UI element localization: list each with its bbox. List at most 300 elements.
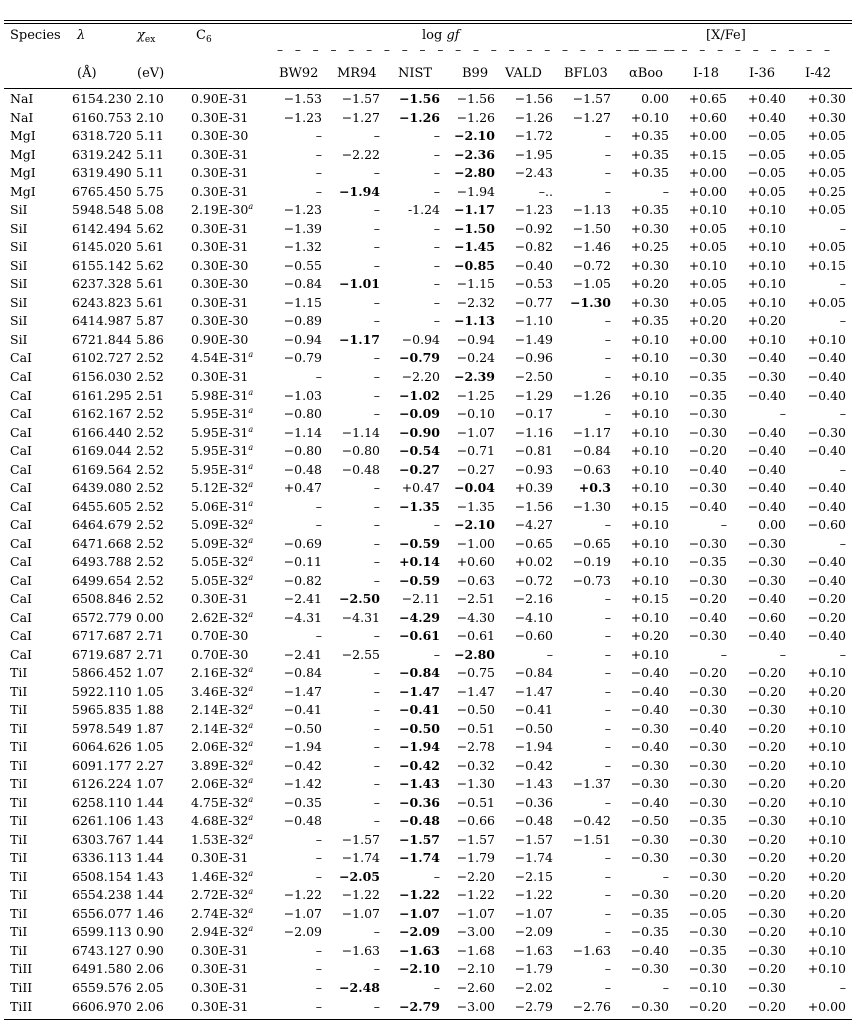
cell-species: TiI <box>10 813 28 829</box>
cell-i42: +0.25 <box>807 183 846 199</box>
cell-i18: −0.40 <box>688 461 727 477</box>
cell-i36: −0.40 <box>747 480 786 496</box>
cell-chi-ex: 1.07 <box>136 665 164 681</box>
cell-chi-ex: 2.52 <box>136 535 164 551</box>
cell-vald: −1.74 <box>514 850 553 866</box>
c6-value: 0.90E-31 <box>191 91 249 107</box>
cell-i36: +0.10 <box>747 239 786 255</box>
c6-value: 1.46E-32 <box>191 868 249 884</box>
cell-c6 <box>187 312 271 331</box>
cell-mr94: −2.55 <box>341 646 380 662</box>
cell-b99: −2.20 <box>456 868 495 884</box>
cell-species: CaI <box>10 591 32 607</box>
table-row <box>4 460 852 479</box>
cell-i42: −0.40 <box>807 498 846 514</box>
cell-bfl03: −2.76 <box>572 998 611 1014</box>
cell-chi-ex: 2.52 <box>136 498 164 514</box>
cell-i42: – <box>839 535 846 551</box>
cell-i18: −0.30 <box>688 424 727 440</box>
header-xfe: [X/Fe] <box>706 28 746 43</box>
cell-mr94: – <box>373 998 380 1014</box>
c6-value: 2.16E-32 <box>191 665 249 681</box>
table-row <box>4 90 852 109</box>
cell-bw92: −0.48 <box>283 461 322 477</box>
cell-vald: −0.65 <box>514 535 553 551</box>
c6-value: 0.30E-30 <box>191 313 249 329</box>
c6-value: 0.30E-31 <box>191 183 249 199</box>
cell-bfl03: – <box>604 683 611 699</box>
cell-vald: −0.60 <box>514 628 553 644</box>
c6-value: 0.30E-31 <box>191 220 249 236</box>
cell-chi-ex: 2.06 <box>136 998 164 1014</box>
cell-nist: −0.48 <box>399 813 440 829</box>
cell-mr94: −1.22 <box>341 887 380 903</box>
cell-vald: +0.02 <box>514 554 553 570</box>
cell-i42: +0.20 <box>807 887 846 903</box>
cell-b99: −0.24 <box>456 350 495 366</box>
cell-c6 <box>187 127 271 146</box>
cell-bw92: – <box>315 942 322 958</box>
c6-footnote-mark: a <box>248 387 254 397</box>
header-source-bfl03: BFL03 <box>564 66 608 81</box>
cell-b99: −2.80 <box>454 646 495 662</box>
cell-c6 <box>187 979 271 998</box>
cell-vald: −1.16 <box>514 424 553 440</box>
cell-i36: −0.20 <box>747 924 786 940</box>
cell-i36: −0.20 <box>747 868 786 884</box>
cell-bfl03: – <box>604 350 611 366</box>
cell-nist: −0.61 <box>399 628 440 644</box>
cell-i36: −0.60 <box>747 609 786 625</box>
cell-b99: −0.51 <box>456 794 495 810</box>
cell-chi-ex: 2.52 <box>136 554 164 570</box>
cell-i18: −0.20 <box>688 887 727 903</box>
cell-i18: +0.00 <box>688 128 727 144</box>
cell-species: CaI <box>10 517 32 533</box>
cell-bw92: – <box>315 628 322 644</box>
c6-value: 5.95E-31 <box>191 406 249 422</box>
cell-chi-ex: 5.62 <box>136 220 164 236</box>
table-row <box>4 146 852 165</box>
c6-footnote-mark: a <box>248 479 254 489</box>
header-source-nist: NIST <box>398 66 433 81</box>
table-row <box>4 275 852 294</box>
cell-aboo: +0.10 <box>630 350 669 366</box>
cell-chi-ex: 5.08 <box>136 202 164 218</box>
cell-i36: −0.40 <box>747 443 786 459</box>
table-row <box>4 331 852 350</box>
cell-wavelength: 6508.846 <box>72 591 132 607</box>
cell-nist: −2.20 <box>401 368 440 384</box>
cell-chi-ex: 2.52 <box>136 572 164 588</box>
cell-i42: −0.20 <box>807 609 846 625</box>
cell-i42: +0.10 <box>807 757 846 773</box>
cell-nist: −1.26 <box>399 109 440 125</box>
cell-wavelength: 6508.154 <box>72 868 132 884</box>
cell-bfl03: −0.65 <box>572 535 611 551</box>
cell-c6 <box>187 868 271 887</box>
cell-i42: +0.05 <box>807 294 846 310</box>
c6-value: 5.95E-31 <box>191 461 249 477</box>
cell-bfl03: −1.57 <box>572 91 611 107</box>
cell-species: CaI <box>10 480 32 496</box>
cell-species: SiI <box>10 276 28 292</box>
cell-bfl03: – <box>604 961 611 977</box>
cell-c6 <box>187 886 271 905</box>
cell-b99: −2.60 <box>456 980 495 995</box>
cell-b99: −1.79 <box>456 850 495 866</box>
cell-nist: – <box>433 646 440 662</box>
line-list-body <box>4 90 852 1016</box>
table-row <box>4 553 852 572</box>
cell-bw92: – <box>315 128 322 144</box>
cell-bw92: −2.41 <box>283 591 322 607</box>
cell-i18: +0.05 <box>688 276 727 292</box>
cell-aboo: +0.10 <box>630 109 669 125</box>
cell-nist: −1.07 <box>399 905 440 921</box>
cell-i36: −0.30 <box>747 572 786 588</box>
c6-value: 5.95E-31 <box>191 424 249 440</box>
cell-chi-ex: 1.05 <box>136 739 164 755</box>
cell-species: CaI <box>10 461 32 477</box>
cell-vald: −0.92 <box>514 220 553 236</box>
cell-species: SiI <box>10 294 28 310</box>
cell-wavelength: 6102.727 <box>72 350 132 366</box>
cell-bfl03: – <box>604 646 611 662</box>
cell-bfl03: −1.51 <box>572 831 611 847</box>
cell-b99: −0.51 <box>456 720 495 736</box>
cell-species: NaI <box>10 109 34 125</box>
cell-i36: −0.20 <box>747 961 786 977</box>
cell-bfl03: – <box>604 128 611 144</box>
cell-wavelength: 5866.452 <box>72 665 132 681</box>
cell-wavelength: 6319.490 <box>72 165 132 181</box>
cell-i42: −0.30 <box>807 424 846 440</box>
cell-chi-ex: 5.61 <box>136 294 164 310</box>
cell-b99: −2.39 <box>454 368 495 384</box>
cell-nist: −1.22 <box>399 887 440 903</box>
cell-c6 <box>187 812 271 831</box>
cell-aboo: +0.10 <box>630 368 669 384</box>
cell-aboo: +0.10 <box>630 609 669 625</box>
cell-i36: +0.10 <box>747 202 786 218</box>
cell-bfl03: – <box>604 665 611 681</box>
cell-i36: −0.05 <box>747 165 786 181</box>
cell-b99: −1.00 <box>456 535 495 551</box>
cell-nist: −0.90 <box>399 424 440 440</box>
c6-value: 5.12E-32 <box>191 480 249 496</box>
cell-nist: – <box>433 313 440 329</box>
cell-mr94: −1.57 <box>341 831 380 847</box>
cell-mr94: – <box>373 572 380 588</box>
cell-aboo: −0.50 <box>630 813 669 829</box>
c6-footnote-mark: a <box>248 924 254 934</box>
cell-bfl03: – <box>604 609 611 625</box>
cell-aboo: – <box>662 183 669 199</box>
header-chi-unit: (eV) <box>137 66 165 81</box>
cell-mr94: – <box>373 294 380 310</box>
cell-i36: −0.30 <box>747 554 786 570</box>
c6-footnote-mark: a <box>248 887 254 897</box>
cell-wavelength: 6559.576 <box>72 980 132 995</box>
cell-chi-ex: 2.10 <box>136 91 164 107</box>
cell-aboo: – <box>662 980 669 995</box>
cell-nist: – <box>433 165 440 181</box>
cell-c6 <box>187 997 271 1016</box>
cell-nist: – <box>433 980 440 995</box>
cell-bfl03: – <box>604 757 611 773</box>
c6-value: 2.14E-32 <box>191 720 249 736</box>
cell-aboo: +0.10 <box>630 535 669 551</box>
cell-wavelength: 6599.113 <box>72 924 132 940</box>
cell-bw92: – <box>315 183 322 199</box>
cell-aboo: −0.30 <box>630 831 669 847</box>
cell-chi-ex: 1.07 <box>136 776 164 792</box>
cell-bfl03: −1.30 <box>572 498 611 514</box>
cell-aboo: +0.20 <box>630 276 669 292</box>
cell-bfl03: – <box>604 702 611 718</box>
cell-vald: −0.41 <box>514 702 553 718</box>
c6-footnote-mark: a <box>248 665 254 675</box>
cell-wavelength: 5965.835 <box>72 702 132 718</box>
header-c6-sub: 6 <box>205 35 212 45</box>
cell-mr94: – <box>373 202 380 218</box>
cell-bfl03: −1.50 <box>572 220 611 236</box>
cell-aboo: −0.40 <box>630 739 669 755</box>
cell-i42: −0.40 <box>807 387 846 403</box>
cell-bw92: −0.80 <box>283 406 322 422</box>
table-row <box>4 479 852 498</box>
cell-bfl03: −1.30 <box>570 294 611 310</box>
header-abund-aboo: αBoo <box>629 66 663 81</box>
cell-i36: −0.40 <box>747 628 786 644</box>
cell-bfl03: – <box>604 591 611 607</box>
cell-bfl03: – <box>604 628 611 644</box>
cell-b99: −1.13 <box>454 313 495 329</box>
cell-wavelength: 6499.654 <box>72 572 132 588</box>
header-source-b99: B99 <box>462 66 489 81</box>
cell-aboo: −0.30 <box>630 720 669 736</box>
c6-footnote-mark: a <box>248 498 254 508</box>
cell-nist: −0.42 <box>399 757 440 773</box>
c6-value: 0.70E-30 <box>191 646 249 662</box>
cell-vald: −0.17 <box>514 406 553 422</box>
cell-bw92: – <box>315 868 322 884</box>
cell-i36: −0.20 <box>747 794 786 810</box>
cell-bfl03: – <box>604 850 611 866</box>
cell-species: TiI <box>10 757 28 773</box>
cell-chi-ex: 2.52 <box>136 461 164 477</box>
cell-mr94: −2.05 <box>339 868 380 884</box>
cell-vald: −1.72 <box>514 128 553 144</box>
cell-wavelength: 6471.668 <box>72 535 132 551</box>
table-row <box>4 183 852 202</box>
cell-c6 <box>187 368 271 387</box>
cell-b99: −1.68 <box>456 942 495 958</box>
cell-species: MgI <box>10 165 36 181</box>
cell-b99: −0.50 <box>456 702 495 718</box>
cell-aboo: −0.30 <box>630 757 669 773</box>
cell-bw92: −2.09 <box>283 924 322 940</box>
cell-c6 <box>187 757 271 776</box>
cell-nist: −2.09 <box>399 924 440 940</box>
c6-value: 2.19E-30 <box>191 202 249 218</box>
cell-wavelength: 6719.687 <box>72 646 132 662</box>
cell-i42: +0.30 <box>807 109 846 125</box>
cell-b99: −2.51 <box>456 591 495 607</box>
cell-bw92: −1.03 <box>283 387 322 403</box>
header-chi-sub: ex <box>144 35 156 45</box>
cell-c6 <box>187 960 271 979</box>
cell-nist: – <box>433 128 440 144</box>
cell-wavelength: 6258.110 <box>72 794 132 810</box>
cell-aboo: +0.30 <box>630 220 669 236</box>
cell-vald: −2.02 <box>514 980 553 995</box>
cell-i42: −0.40 <box>807 443 846 459</box>
cell-b99: −1.94 <box>456 183 495 199</box>
cell-b99: −2.80 <box>454 165 495 181</box>
cell-i18: −0.30 <box>688 850 727 866</box>
cell-bfl03: −1.63 <box>572 942 611 958</box>
cell-wavelength: 6091.177 <box>72 757 132 773</box>
cell-aboo: +0.10 <box>630 517 669 533</box>
cell-bw92: – <box>315 961 322 977</box>
cell-bfl03: – <box>604 887 611 903</box>
cell-nist: – <box>433 257 440 273</box>
c6-value: 3.89E-32 <box>191 757 249 773</box>
c6-footnote-mark: a <box>248 535 254 545</box>
cell-bfl03: – <box>604 165 611 181</box>
cell-bfl03: −1.46 <box>572 239 611 255</box>
cell-mr94: – <box>373 794 380 810</box>
c6-value: 0.30E-31 <box>191 998 249 1014</box>
cell-c6 <box>187 109 271 128</box>
cell-chi-ex: 1.44 <box>136 794 164 810</box>
table-row <box>4 220 852 239</box>
c6-value: 0.30E-31 <box>191 239 249 255</box>
c6-value: 0.30E-31 <box>191 109 249 125</box>
cell-species: TiI <box>10 924 28 940</box>
cell-b99: −1.50 <box>454 220 495 236</box>
cell-species: CaI <box>10 406 32 422</box>
cell-aboo: −0.40 <box>630 665 669 681</box>
cell-bw92: – <box>315 831 322 847</box>
cell-i18: −0.30 <box>688 961 727 977</box>
cell-i42: +0.10 <box>807 942 846 958</box>
cell-b99: +0.60 <box>456 554 495 570</box>
table-row <box>4 590 852 609</box>
cell-i18: −0.30 <box>688 924 727 940</box>
c6-value: 0.30E-31 <box>191 368 249 384</box>
cell-b99: −1.30 <box>456 776 495 792</box>
cell-b99: −2.78 <box>456 739 495 755</box>
cell-wavelength: 5978.549 <box>72 720 132 736</box>
cell-b99: −1.22 <box>456 887 495 903</box>
cell-bfl03: −0.84 <box>572 443 611 459</box>
cell-chi-ex: 5.86 <box>136 331 164 347</box>
table-row <box>4 886 852 905</box>
cell-aboo: −0.30 <box>630 961 669 977</box>
table-row <box>4 164 852 183</box>
cell-species: SiI <box>10 220 28 236</box>
table-row <box>4 997 852 1016</box>
cell-i36: +0.10 <box>747 276 786 292</box>
cell-mr94: −2.22 <box>341 146 380 162</box>
table-row <box>4 645 852 664</box>
table-row <box>4 608 852 627</box>
c6-value: 2.14E-32 <box>191 702 249 718</box>
table-row <box>4 664 852 683</box>
cell-aboo: +0.30 <box>630 257 669 273</box>
cell-species: TiII <box>10 998 33 1014</box>
cell-mr94: −2.48 <box>339 980 380 995</box>
cell-bfl03: – <box>604 980 611 995</box>
cell-vald: – <box>546 646 553 662</box>
cell-i42: +0.20 <box>807 868 846 884</box>
cell-aboo: −0.30 <box>630 998 669 1014</box>
cell-i42: +0.10 <box>807 794 846 810</box>
c6-value: 1.53E-32 <box>191 831 249 847</box>
c6-value: 0.30E-31 <box>191 294 249 310</box>
cell-nist: +0.14 <box>399 554 440 570</box>
cell-i36: −0.40 <box>747 591 786 607</box>
cell-species: CaI <box>10 443 32 459</box>
cell-i36: −0.20 <box>747 665 786 681</box>
cell-c6 <box>187 275 271 294</box>
cell-i36: −0.20 <box>747 850 786 866</box>
cell-species: CaI <box>10 350 32 366</box>
cell-i42: +0.10 <box>807 331 846 347</box>
c6-footnote-mark: a <box>248 202 254 212</box>
cell-i36: −0.20 <box>747 998 786 1014</box>
cell-species: SiI <box>10 202 28 218</box>
cell-aboo: +0.35 <box>630 202 669 218</box>
cell-i18: +0.60 <box>688 109 727 125</box>
cell-i18: −0.30 <box>688 794 727 810</box>
cell-species: CaI <box>10 572 32 588</box>
cell-aboo: 0.00 <box>641 91 669 107</box>
cell-vald: −2.43 <box>514 165 553 181</box>
table-row <box>4 127 852 146</box>
cell-i36: −0.30 <box>747 942 786 958</box>
cell-aboo: +0.10 <box>630 646 669 662</box>
cell-nist: −1.43 <box>399 776 440 792</box>
cell-vald: −0.82 <box>514 239 553 255</box>
cell-mr94: – <box>373 776 380 792</box>
cell-c6 <box>187 349 271 368</box>
header-loggf <box>422 28 460 44</box>
cell-i18: −0.30 <box>688 406 727 422</box>
cell-wavelength: 6717.687 <box>72 628 132 644</box>
cell-bw92: −0.80 <box>283 443 322 459</box>
cell-mr94: – <box>373 924 380 940</box>
cell-c6 <box>187 386 271 405</box>
cell-species: TiI <box>10 665 28 681</box>
cell-c6 <box>187 146 271 165</box>
cell-i42: +0.05 <box>807 202 846 218</box>
cell-i42: −0.40 <box>807 554 846 570</box>
cell-b99: −0.61 <box>456 628 495 644</box>
c6-footnote-mark: a <box>248 572 254 582</box>
cell-i36: −0.40 <box>747 387 786 403</box>
cell-vald: −0.42 <box>514 757 553 773</box>
cell-nist: – <box>433 868 440 884</box>
cell-c6 <box>187 905 271 924</box>
cell-nist: −0.36 <box>399 794 440 810</box>
cell-b99: −0.94 <box>456 331 495 347</box>
c6-value: 5.09E-32 <box>191 535 249 551</box>
cell-i36: −0.30 <box>747 368 786 384</box>
